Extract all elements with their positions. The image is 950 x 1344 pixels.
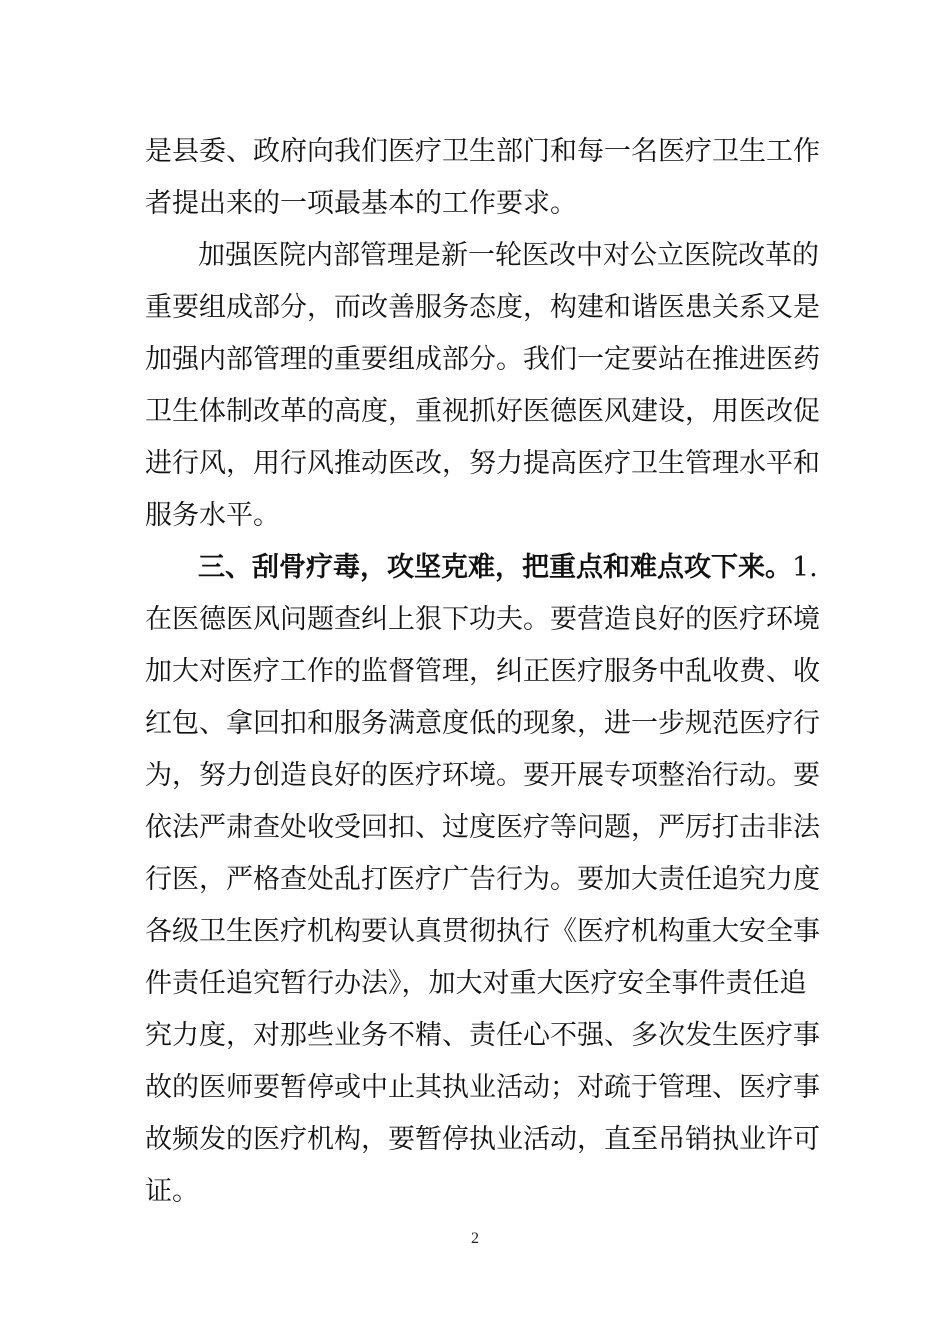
paragraph-line: 行医，严格查处乱打医疗广告行为。要加大责任追究力度 <box>145 864 820 895</box>
paragraph-line: 件责任追究暂行办法》，加大对重大医疗安全事件责任追 <box>145 968 807 999</box>
paragraph-line: 故频发的医疗机构，要暂停执业活动，直至吊销执业许可 <box>145 1124 820 1155</box>
paragraph-line: 卫生体制改革的高度，重视抓好医德医风建设，用医改促 <box>145 396 820 427</box>
paragraph-line: 为，努力创造良好的医疗环境。要开展专项整治行动。要 <box>145 760 820 791</box>
paragraph-line: 重要组成部分，而改善服务态度，构建和谐医患关系又是 <box>145 292 820 323</box>
paragraph-line: 加大对医疗工作的监督管理，纠正医疗服务中乱收费、收 <box>145 656 820 687</box>
paragraph-line: 者提出来的一项最基本的工作要求。 <box>145 188 577 219</box>
paragraph-line: 红包、拿回扣和服务满意度低的现象，进一步规范医疗行 <box>145 708 820 739</box>
paragraph-line: 证。 <box>145 1176 199 1207</box>
paragraph-line: 加强医院内部管理是新一轮医改中对公立医院改革的 <box>198 240 819 271</box>
paragraph-line: 加强内部管理的重要组成部分。我们一定要站在推进医药 <box>145 344 820 375</box>
paragraph-line: 服务水平。 <box>145 500 280 531</box>
paragraph-line: 在医德医风问题查纠上狠下功夫。要营造良好的医疗环境 <box>145 604 820 635</box>
paragraph-line: 依法严肃查处收受回扣、过度医疗等问题，严厉打击非法 <box>145 812 820 843</box>
item-number: 1. <box>792 552 818 583</box>
paragraph-line: 究力度，对那些业务不精、责任心不强、多次发生医疗事 <box>145 1020 820 1051</box>
section-heading: 三、刮骨疗毒，攻坚克难，把重点和难点攻下来。 <box>198 552 792 583</box>
paragraph-line: 进行风，用行风推动医改，努力提高医疗卫生管理水平和 <box>145 448 820 479</box>
paragraph-line: 故的医师要暂停或中止其执业活动；对疏于管理、医疗事 <box>145 1072 820 1103</box>
section-heading-line <box>198 550 818 586</box>
page-number: 2 <box>471 1230 479 1247</box>
paragraph-line: 是县委、政府向我们医疗卫生部门和每一名医疗卫生工作 <box>145 136 820 167</box>
paragraph-line: 各级卫生医疗机构要认真贯彻执行《医疗机构重大安全事 <box>145 916 820 947</box>
